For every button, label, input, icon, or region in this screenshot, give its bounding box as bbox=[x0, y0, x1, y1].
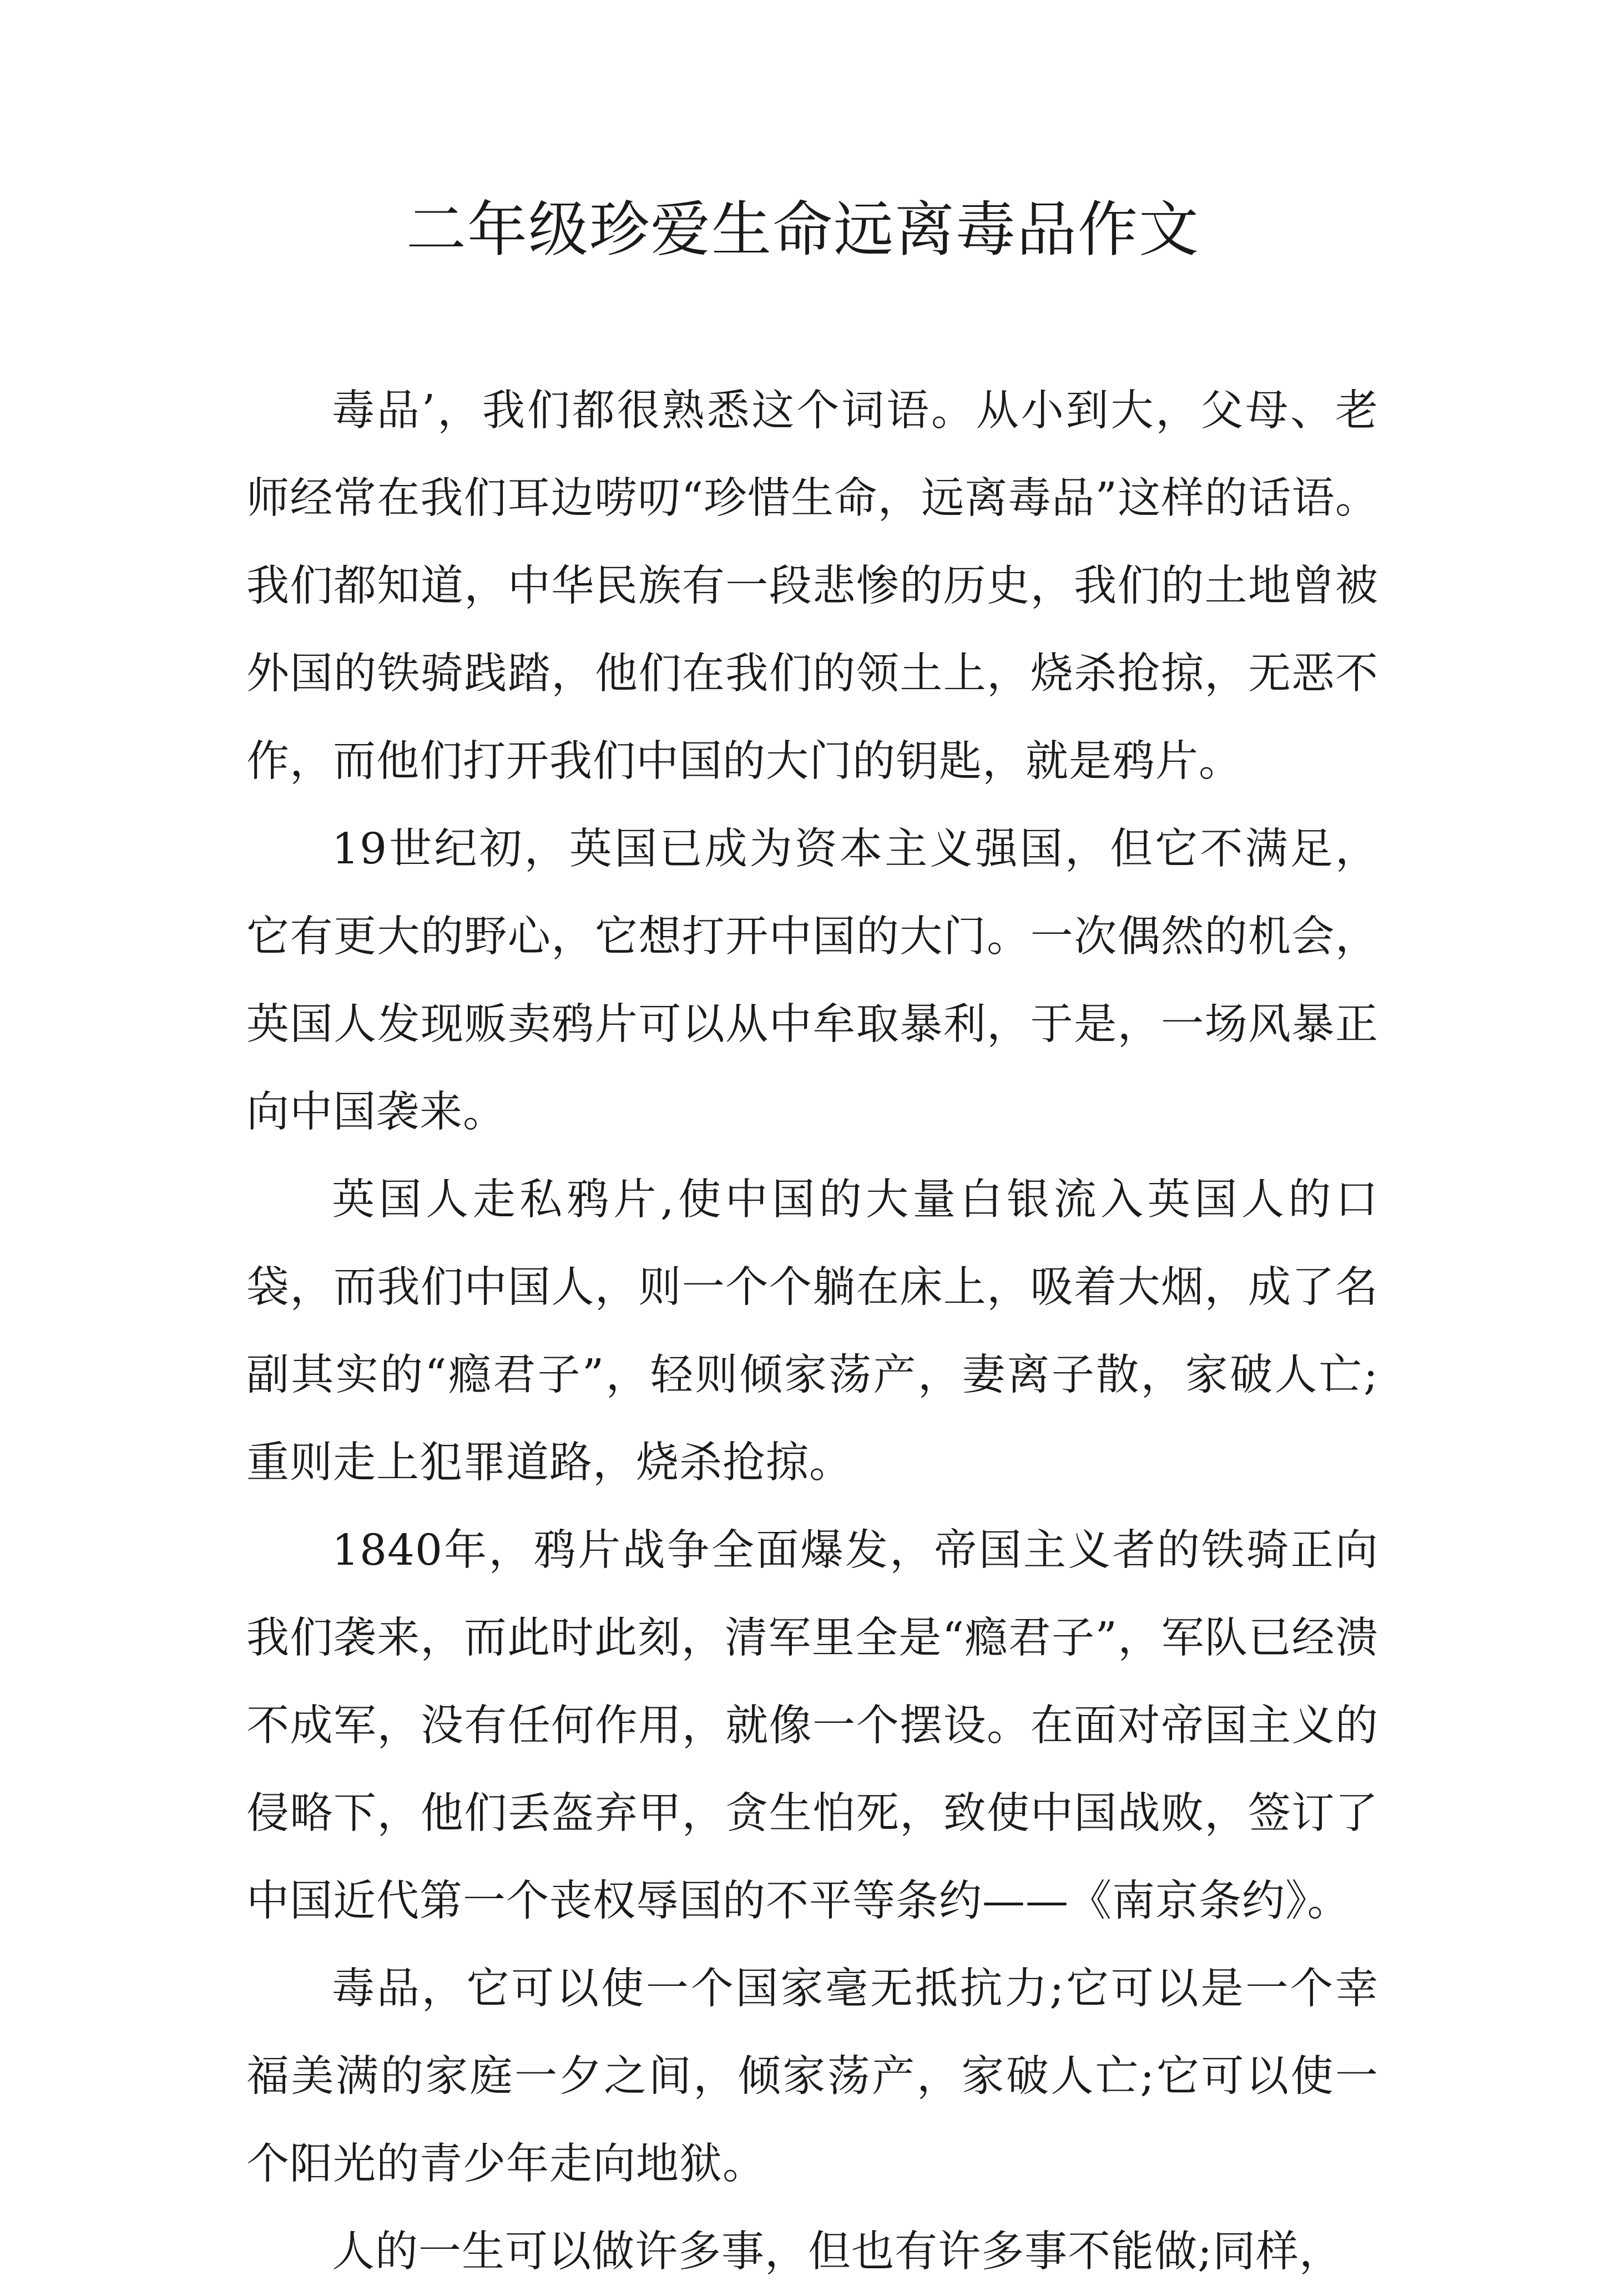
document-body bbox=[246, 367, 1378, 2296]
paragraph-3: 英国人走私鸦片,使中国的大量白银流入英国人的口袋，而我们中国人，则一个个躺在床上，吸着大烟，成了名副其实的“瘾君子”，轻则倾家荡产，妻离子散，家破人亡;重则走上犯罪道路，烧杀抢掠。 bbox=[246, 1175, 1378, 1488]
paragraph-4: 1840年，鸦片战争全面爆发，帝国主义者的铁骑正向我们袭来，而此时此刻，清军里全是“瘾君子”，军队已经溃不成军，没有任何作用，就像一个摆设。在面对帝国主义的侵略下，他们丢盔弃甲，贪生怕死，致使中国战败，签订了中国近代第一个丧权辱国的不平等条约——《南京条约》。 bbox=[246, 1526, 1378, 1926]
paragraph-2: 19世纪初，英国已成为资本主义强国，但它不满足，它有更大的野心，它想打开中国的大门。一次偶然的机会，英国人发现贩卖鸦片可以从中牟取暴利，于是，一场风暴正向中国袭来。 bbox=[246, 825, 1378, 1137]
paragraph-5: 毒品，它可以使一个国家毫无抵抗力;它可以是一个幸福美满的家庭一夕之间，倾家荡产，家破人亡;它可以使一个阳光的青少年走向地狱。 bbox=[246, 1964, 1378, 2189]
paragraph-1: 毒品’，我们都很熟悉这个词语。从小到大，父母、老师经常在我们耳边唠叨“珍惜生命，远离毒品”这样的话语。我们都知道，中华民族有一段悲惨的历史，我们的土地曾被外国的铁骑践踏，他们在我们的领土上，烧杀抢掠，无恶不作，而他们打开我们中国的大门的钥匙，就是鸦片。 bbox=[246, 386, 1378, 786]
document-title: 二年级珍爱生命远离毒品作文 bbox=[406, 195, 1200, 265]
paragraph-6: 人的一生可以做许多事，但也有许多事不能做;同样， bbox=[332, 2227, 1342, 2277]
